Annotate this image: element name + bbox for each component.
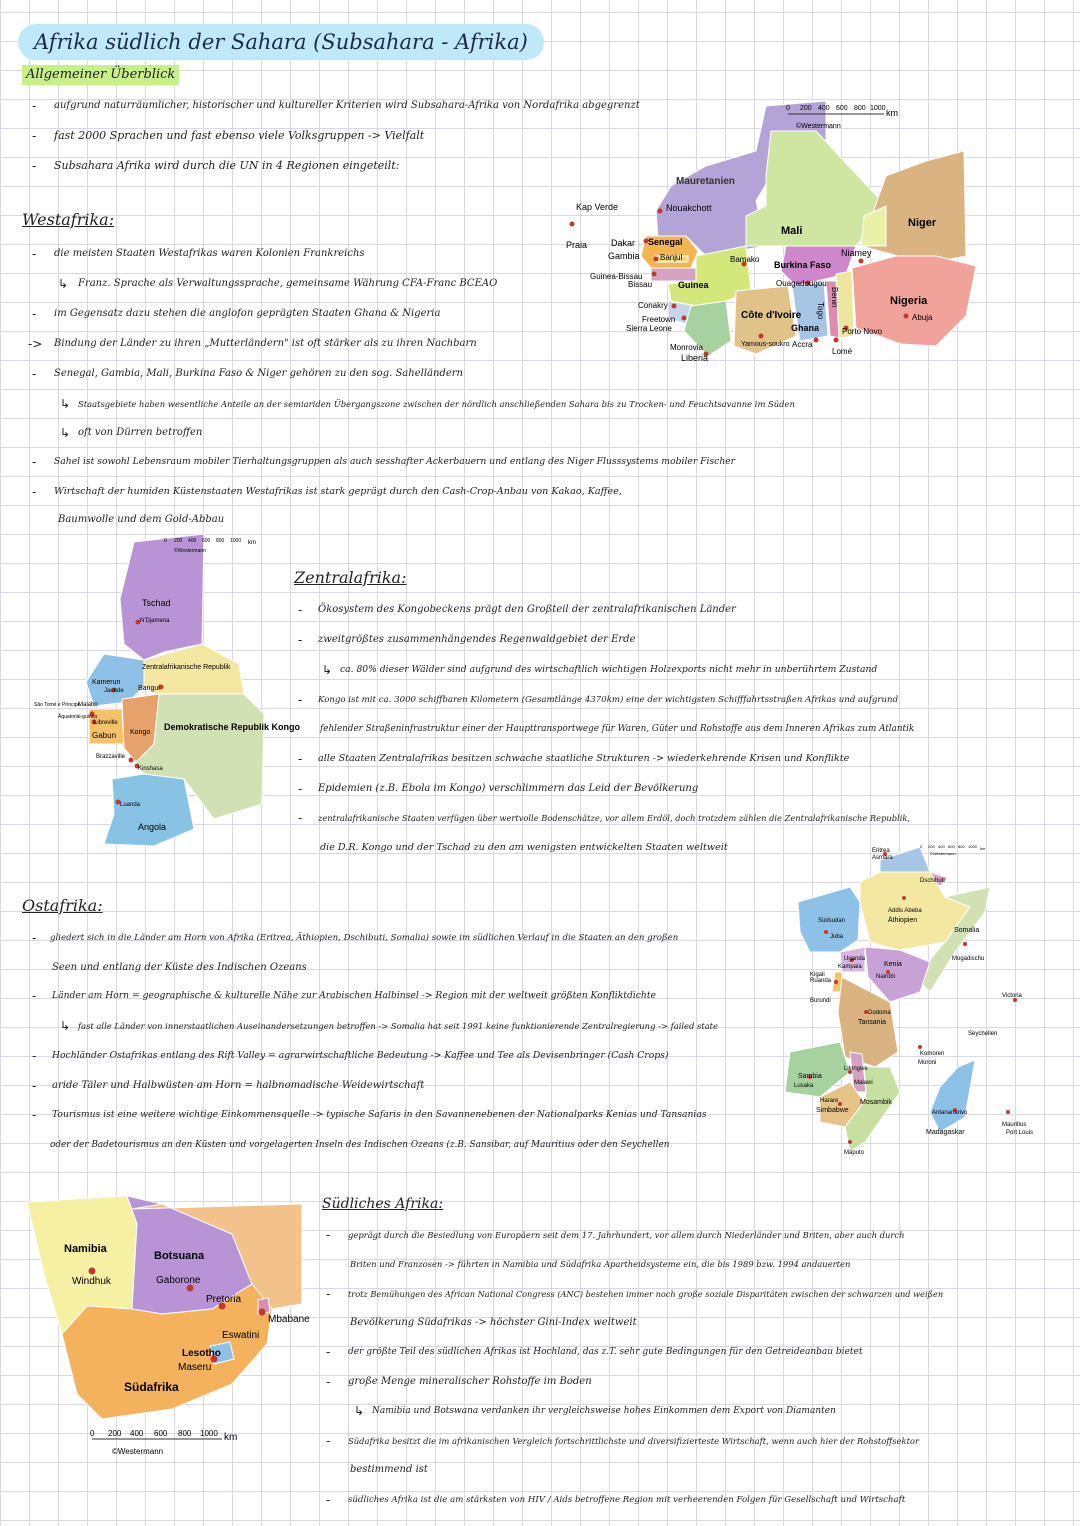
map-label: Mbabane — [268, 1314, 310, 1325]
zentralafrika-line: zentralafrikanische Staaten verfügen über wertvolle Bodenschätze, vor allem Erdöl, doch trotzdem zählen die Zentralafrikanische Republik, — [318, 813, 911, 823]
bullet-dash: - — [326, 1345, 331, 1359]
zentralafrika-line: Ökosystem des Kongobeckens prägt den Großteil der zentralafrikanischen Länder — [318, 604, 736, 615]
map-label: Kongo — [130, 729, 151, 736]
scale-label: 400 — [818, 105, 830, 112]
map-label: Dschibuti — [920, 878, 945, 884]
bullet-dash: - — [298, 811, 303, 825]
bullet-dash: - — [32, 1049, 37, 1063]
map-label: Ghana — [791, 323, 820, 333]
map-label: Bissau — [628, 280, 653, 289]
map-label: Burundi — [810, 998, 831, 1004]
map-label: Südafrika — [124, 1380, 179, 1394]
ostafrika-heading: Ostafrika: — [22, 896, 103, 915]
map-label: Gabun — [92, 731, 117, 740]
page-title: Afrika südlich der Sahara (Subsahara - Afrika) — [18, 24, 544, 60]
map-label: Malawi — [854, 1080, 873, 1086]
ostafrika-line: Länder am Horn = geographische & kulturelle Nähe zur Arabischen Halbinsel -> Region mit der weltweit größten Konfliktdichte — [52, 990, 656, 1001]
westafrika-line: Senegal, Gambia, Mali, Burkina Faso & Niger gehören zu den sog. Sahelländern — [54, 368, 463, 379]
westafrika-line: Bindung der Länder zu ihren „Mutterländern" ist oft stärker als zu ihren Nachbarn — [54, 338, 477, 349]
map-label: Juba — [830, 934, 844, 940]
map-label: Tansania — [858, 1019, 887, 1026]
scale-label: km — [980, 846, 986, 851]
bullet-dash: - — [32, 307, 37, 321]
ostafrika-line: Seen und entlang der Küste des Indischen Ozeans — [52, 962, 307, 973]
zentralafrika-map — [34, 534, 301, 874]
overview-item: Subsahara Afrika wird durch die UN in 4 Regionen eingeteilt: — [54, 159, 400, 172]
map-label: Guinea — [678, 280, 709, 290]
westafrika-map — [556, 96, 976, 376]
arrow-marker: ↳ — [60, 426, 71, 440]
map-label: Demokratische Republik Kongo — [164, 722, 301, 732]
westafrika-line: Franz. Sprache als Verwaltungssprache, gemeinsame Währung CFA-Franc BCEAO — [78, 278, 498, 289]
map-label: Kenia — [884, 961, 902, 968]
map-label: Ruanda — [810, 978, 832, 984]
scale-label: 400 — [938, 844, 945, 849]
scale-label: 200 — [174, 538, 183, 544]
map-label: Conakry — [638, 301, 668, 310]
map-label: Nouakchott — [666, 203, 712, 213]
map-label: Gaborone — [156, 1275, 201, 1286]
map-source: ©Westermann — [174, 548, 206, 554]
bullet-dash: - — [32, 129, 37, 143]
map-label: Praia — [566, 240, 588, 250]
map-label: Liberia — [681, 353, 709, 363]
map-label: Benin — [830, 287, 839, 308]
map-label: N'Djamena — [140, 618, 170, 624]
map-label: Kinshasa — [138, 766, 163, 772]
zentralafrika-line: fehlender Straßeninfrastruktur einer der Haupttransportwege für Waren, Güter und Rohstoffe aus dem Inneren Afrikas zum Atlantik — [320, 724, 915, 734]
map-label: Nairobi — [876, 974, 896, 980]
map-label: Malabo — [78, 702, 98, 708]
suedafrika-line: südliches Afrika ist die am stärksten von HIV / Aids betroffene Region mit verheerenden Folgen für Gesellschaft und Wirtschaft — [348, 1495, 906, 1505]
westafrika-line: Sahel ist sowohl Lebensraum mobiler Tierhaltungsgruppen als auch sesshafter Ackerbauern und entlang des Niger Flusssystems mobiler Fischer — [54, 456, 736, 467]
map-label: Lilongwe — [844, 1066, 868, 1072]
scale-label: km — [224, 1432, 238, 1443]
map-label: Niger — [908, 217, 937, 229]
map-label: Banjul — [660, 253, 683, 262]
map-label: Eswatini — [222, 1330, 260, 1341]
suedafrika-heading: Südliches Afrika: — [322, 1196, 444, 1212]
zentralafrika-line: alle Staaten Zentralafrikas besitzen schwache staatliche Strukturen -> wiederkehrende Krisen und Konflikte — [318, 753, 850, 764]
map-label: Kamerun — [92, 679, 121, 686]
map-label: Namibia — [64, 1243, 107, 1255]
madagaskar-shape — [930, 1060, 975, 1132]
scale-label: 0 — [786, 105, 790, 112]
scale-label: 800 — [958, 844, 965, 849]
suedafrika-line: Südafrika besitzt die im afrikanischen Vergleich fortschrittlichste und diversifizierteste Wirtschaft, wenn auch hier der Rohstoffsektor — [348, 1436, 919, 1446]
map-label: Kigali — [810, 972, 825, 978]
map-label: Abuja — [912, 313, 933, 322]
arrow-marker: ↳ — [60, 1019, 71, 1033]
zentralafrika-line: die D.R. Kongo und der Tschad zu den am wenigsten entwickelten Staaten weltweit — [320, 842, 728, 853]
scale-label: km — [248, 540, 256, 546]
scale-label: 1000 — [870, 105, 886, 112]
map-label: Windhuk — [72, 1276, 111, 1287]
map-label: Eritrea — [872, 848, 890, 854]
bullet-dash: - — [32, 989, 37, 1003]
map-label: Mali — [781, 225, 803, 237]
map-label: Sierra Leone — [626, 324, 672, 333]
map-label: Togo — [816, 302, 825, 320]
map-label: Zentralafrikanische Republik — [142, 664, 231, 671]
map-label: Mosambik — [860, 1099, 892, 1106]
westafrika-heading: Westafrika: — [22, 210, 115, 229]
map-label: Kampala — [838, 964, 862, 970]
suedafrika-line: große Menge mineralischer Rohstoffe im Boden — [348, 1376, 592, 1387]
scale-label: 0 — [920, 844, 923, 849]
ostafrika-line: Hochländer Ostafrikas entlang des Rift Valley = agrarwirtschaftliche Bedeutung -> Kaffee und Tee als Devisenbringer (Cash Crops) — [52, 1050, 669, 1061]
map-label: Victoria — [1002, 993, 1022, 999]
map-label: Moroni — [918, 1060, 937, 1066]
map-label: Pretoria — [206, 1294, 242, 1305]
map-label: Uganda — [844, 956, 866, 962]
map-label: Guinea-Bissau — [590, 272, 643, 281]
suedafrika-line: Briten und Franzosen -> führten in Namibia und Südafrika Apartheidsysteme ein, die bis 1989 bzw. 1994 andauerten — [350, 1259, 851, 1269]
map-label: Jaunde — [104, 688, 124, 694]
bullet-dash: - — [32, 367, 37, 381]
westafrika-line: die meisten Staaten Westafrikas waren Kolonien Frankreichs — [54, 248, 365, 259]
map-label: Dodoma — [868, 1010, 891, 1016]
bullet-dash: - — [32, 247, 37, 261]
map-source: ©Westermann — [112, 1447, 164, 1456]
suedafrika-map — [22, 1194, 322, 1464]
map-source: ©Westermann — [930, 851, 956, 856]
suedafrika-line: der größte Teil des südlichen Afrikas ist Hochland, das z.T. sehr gute Bedingungen für den Getreideanbau bietet — [348, 1347, 863, 1357]
bullet-dash: - — [298, 752, 303, 766]
arrow-marker: ↳ — [322, 663, 333, 677]
map-label: Somalia — [954, 927, 980, 934]
scale-label: 400 — [130, 1429, 144, 1438]
map-label: Sambia — [798, 1073, 822, 1080]
overview-item: aufgrund naturräumlicher, historischer und kultureller Kriterien wird Subsahara-Afrika von Nordafrika abgegrenzt — [54, 100, 640, 111]
zentralafrika-line: Epidemien (z.B. Ebola im Kongo) verschlimmern das Leid der Bevölkerung — [318, 783, 699, 794]
map-label: Porto Novo — [842, 327, 883, 336]
map-label: Lomé — [832, 347, 853, 356]
map-label: Madagaskar — [926, 1129, 965, 1136]
suedafrika-line: Bevölkerung Südafrikas -> höchster Gini-Index weltweit — [350, 1317, 637, 1328]
bullet-dash: - — [32, 159, 37, 173]
zentralafrika-line: zweitgrößtes zusammenhängendes Regenwaldgebiet der Erde — [318, 634, 636, 645]
map-label: Antananarivo — [932, 1110, 968, 1116]
map-label: Niamey — [841, 248, 872, 258]
niger-shape — [861, 151, 966, 264]
map-label: Côte d'Ivoire — [741, 310, 802, 321]
map-label: Maseru — [178, 1362, 212, 1373]
map-label: Angola — [138, 822, 167, 832]
scale-label: 1000 — [230, 538, 242, 544]
scale-label: 0 — [164, 538, 167, 544]
scale-label: 200 — [108, 1429, 122, 1438]
zentralafrika-line: ca. 80% dieser Wälder sind aufgrund des wirtschaftlich wichtigen Holzexports nicht mehr in unberührtem Zustand — [340, 664, 878, 675]
scale-label: 1000 — [968, 844, 977, 849]
ostafrika-line: gliedert sich in die Länder am Horn von Afrika (Eritrea, Äthiopien, Dschibuti, Somalia) sowie im südlichen Verlauf in die Staaten an den großen — [50, 933, 679, 943]
map-label: Accra — [792, 340, 813, 349]
map-label: Asmara — [872, 855, 893, 861]
map-label: Bamako — [730, 255, 760, 264]
map-label: Lusaka — [794, 1083, 814, 1089]
bullet-dash: - — [298, 633, 303, 647]
map-label: Botsuana — [154, 1250, 205, 1262]
map-label: Mauritius — [1002, 1122, 1027, 1128]
map-label: Senegal — [648, 237, 683, 247]
suedafrika-line: Namibia und Botswana verdanken ihr vergleichsweise hohes Einkommen dem Export von Diamanten — [372, 1406, 836, 1416]
map-label: Freetown — [642, 315, 676, 324]
bullet-dash: - — [32, 455, 37, 469]
suedafrika-line: trotz Bemühungen des African National Congress (ANC) bestehen immer noch große soziale Disparitäten zwischen der schwarzen und weißen — [348, 1289, 944, 1299]
map-label: Brazzaville — [96, 754, 126, 760]
suedafrika-line: bestimmend ist — [350, 1464, 428, 1475]
map-label: Luanda — [120, 802, 141, 808]
angola-shape — [104, 774, 194, 846]
map-label: Simbabwe — [816, 1107, 849, 1114]
map-label: Ouagadougou — [776, 279, 827, 288]
map-label: Port Louis — [1006, 1130, 1034, 1136]
map-label: Komoren — [920, 1051, 945, 1057]
bullet-dash: - — [32, 99, 37, 113]
westafrika-line: Staatsgebiete haben wesentliche Anteile an der semiariden Übergangszone zwischen der nördlich anschließenden Sahara bis zu Trocken- und Feuchtsavanne im Süden — [78, 399, 795, 409]
arrow-marker: ↳ — [60, 397, 71, 411]
map-label: Gambia — [608, 251, 640, 261]
map-label: Harare — [820, 1098, 839, 1104]
scale-label: 200 — [928, 844, 935, 849]
map-label: Mogadischu — [952, 956, 985, 962]
map-label: Dakar — [611, 238, 636, 248]
bullet-dash: - — [298, 603, 303, 617]
bullet-dash: - — [32, 1108, 37, 1122]
westafrika-line: Baumwolle und dem Gold-Abbau — [58, 514, 225, 525]
map-source: ©Westermann — [796, 123, 841, 130]
ostafrika-line: Tourismus ist eine weitere wichtige Einkommensquelle -> typische Safaris in den Savannenebenen der Nationalparks Kenias und Tansanias — [52, 1109, 707, 1120]
map-label: São Tomé e Príncipe — [34, 702, 81, 708]
bullet-dash: - — [326, 1287, 331, 1301]
ostafrika-line: fast alle Länder von innerstaatlichen Auseinandersetzungen betroffen -> Somalia hat seit 1991 keine funktionierende Zentralregierung -> failed state — [78, 1021, 719, 1031]
bullet-dash: - — [32, 931, 37, 945]
bullet-dash: - — [32, 1079, 37, 1093]
map-label: Mauretanien — [676, 176, 735, 187]
scale-label: 400 — [188, 538, 197, 544]
map-label: Addis Abeba — [888, 908, 922, 914]
bullet-dash: - — [298, 693, 303, 707]
map-label: Äthiopien — [888, 917, 918, 924]
zentralafrika-line: Kongo ist mit ca. 3000 schiffbaren Kilometern (Gesamtlänge 4370km) eine der wichtigsten Schifffahrtsstraßen Afrikas und aufgrund — [318, 695, 899, 705]
overview-heading: Allgemeiner Überblick — [22, 65, 179, 85]
scale-label: 600 — [154, 1429, 168, 1438]
map-label: Yamous-soukro — [741, 341, 790, 348]
arrow-marker: ↳ — [58, 277, 69, 291]
scale-label: 0 — [90, 1429, 95, 1438]
scale-label: 600 — [948, 844, 955, 849]
bullet-dash: - — [326, 1493, 331, 1507]
bullet-dash: - — [326, 1434, 331, 1448]
scale-label: 600 — [202, 538, 211, 544]
ostafrika-line: oder der Badetourismus an den Küsten und vorgelagerten Inseln des Indischen Ozeans (z.B. Sansibar, auf Mauritius oder den Seychellen — [50, 1140, 670, 1150]
bullet-dash: - — [298, 782, 303, 796]
overview-item: fast 2000 Sprachen und fast ebenso viele Volksgruppen -> Vielfalt — [54, 129, 425, 142]
bullet-dash: - — [326, 1375, 331, 1389]
map-label: Seychellen — [968, 1031, 998, 1037]
ostafrika-line: aride Täler und Halbwüsten am Horn = halbnomadische Weidewirtschaft — [52, 1080, 425, 1091]
zentralafrika-heading: Zentralafrika: — [294, 568, 407, 587]
map-label: Monrovia — [670, 343, 703, 352]
map-label: Nigeria — [890, 295, 928, 307]
map-label: Maputo — [844, 1150, 865, 1156]
arrow-marker: -> — [28, 337, 43, 351]
westafrika-line: oft von Dürren betroffen — [78, 427, 203, 438]
map-label: Südsudan — [818, 918, 846, 924]
bullet-dash: - — [32, 485, 37, 499]
map-label: Bangui — [138, 685, 160, 692]
scale-label: km — [886, 108, 898, 118]
suedafrika-line: geprägt durch die Besiedlung von Europäern seit dem 17. Jahrhundert, vor allem durch Niederländer und Briten, aber auch durch — [348, 1230, 905, 1240]
scale-label: 200 — [800, 105, 812, 112]
westafrika-line: Wirtschaft der humiden Küstenstaaten Westafrikas ist stark geprägt durch den Cash-Crop-Anbau von Kakao, Kaffee, — [54, 486, 622, 497]
scale-label: 800 — [178, 1429, 192, 1438]
scale-label: 600 — [836, 105, 848, 112]
map-label: Tschad — [142, 598, 171, 608]
scale-label: 1000 — [200, 1429, 218, 1438]
map-label: Äquatorial-guinea — [58, 714, 98, 720]
map-label: Burkina Faso — [774, 260, 832, 270]
map-label: Lesotho — [182, 1348, 221, 1359]
map-label: Libreville — [94, 720, 118, 726]
map-label: Kap Verde — [576, 202, 619, 212]
scale-label: 800 — [854, 105, 866, 112]
ostafrika-map — [780, 842, 1060, 1160]
westafrika-line: im Gegensatz dazu stehen die anglofon geprägten Staaten Ghana & Nigeria — [54, 308, 441, 319]
bullet-dash: - — [326, 1228, 331, 1242]
scale-label: 800 — [216, 538, 225, 544]
arrow-marker: ↳ — [354, 1404, 365, 1418]
